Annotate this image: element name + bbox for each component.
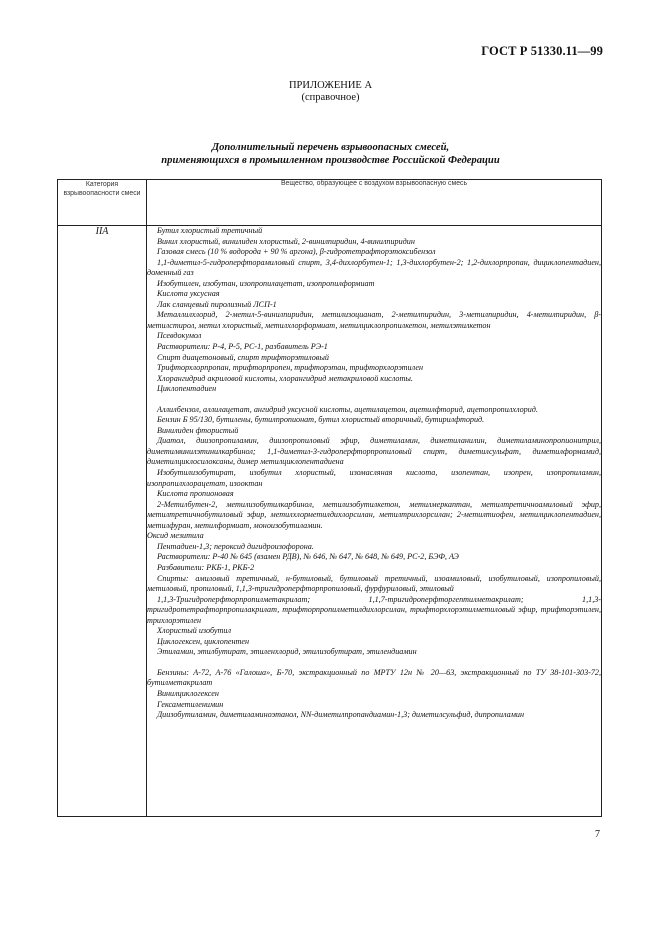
substance-line: 1,1,3-Тригидроперфторпропилметакрилат; 1,1,7-тригидроперфторгептилметакрилат; 1,1,3-тригидротетрафторпропилакрилат, трифторпропилметилдихлорсилан, трифторхлорэтилметиловый эфир, трифторэтилен, трихлорэтилен [147, 594, 601, 625]
substance-line: Винилциклогексен [157, 688, 219, 698]
substance-line: Кислота уксусная [157, 289, 220, 299]
substance-line: Газовая смесь (10 % водорода + 90 % аргона), β-гидротетрафторэтоксибензол [157, 247, 436, 257]
caption-line-2: применяющихся в промышленном производстве Российской Федерации [161, 155, 500, 166]
substance-line: Винилиден фтористый [157, 425, 239, 435]
substance-line: Металлилхлорид, 2-метил-5-винилпиридин, метилизоцианат, 2-метилпиридин, 3-метилпиридин, 4-метилпиридин, β-метилстирол, метил хлористый, метилхлорформиат, метилциклопропилкетон, метилэтилкетон [147, 310, 601, 330]
section-gap [147, 395, 601, 405]
substance-line: Трифторхлорпропан, трифторпропен, трифторэтан, трифторхлорэтилен [157, 363, 423, 373]
header-category: Категория взрывоопасности смеси [58, 180, 147, 226]
appendix-title: ПРИЛОЖЕНИЕ А [288, 80, 373, 91]
substance-line: Гексаметиленимин [157, 699, 224, 709]
table-caption [0, 141, 661, 167]
mixtures-table [57, 179, 602, 817]
substance-line: Бензин Б 95/130, бутилены, бутилпропионат, бутил хлористый вторичный, бутирилфторид. [157, 415, 485, 425]
section-gap [147, 658, 601, 668]
substance-line: Аллилбензол, аллилацетат, ангидрид уксусной кислоты, ацетилацетон, ацетилфторид, ацетопропилхлорид. [157, 404, 538, 414]
table-row [58, 226, 602, 817]
page-number: 7 [595, 829, 600, 840]
caption-line-1: Дополнительный перечень взрывоопасных смесей, [211, 142, 450, 153]
substance-line: 1,1-диметил-5-гидроперфторамиловый спирт, 3,4-дихлорбутен-1; 1,3-дихлорбутен-2; 1,2-дихлорпропан, дициклопентадиен, доменный газ [147, 257, 601, 278]
table-header-row [58, 180, 602, 226]
substance-line: Бутил хлористый третичный [157, 226, 263, 235]
substance-line: Циклопентадиен [157, 384, 217, 394]
appendix-heading [0, 80, 661, 104]
substance-line: Винил хлористый, винилиден хлористый, 2-винилпиридин, 4-винилпиридин [157, 236, 415, 246]
substance-line: Диатол, диизопропиламин, диизопропиловый эфир, диметиламин, диметиланилин, диметиламинопропионитрил, диметилвинилэтинилкарбинол; 1,1-диметил-3-гидроперфторпропиловый спирт, диметилсульфат, диметилформамид, диметилциклосилоксаны, димер метилциклопентадиена [147, 436, 601, 467]
header-substance: Вещество, образующее с воздухом взрывоопасную смесь [147, 180, 602, 226]
substance-line: Изобутилен, изобутан, изопропилацетат, изопропилформиат [157, 278, 375, 288]
substance-line: Пентадиен-1,3; пероксид дигидроизофорона. [157, 541, 314, 551]
substance-line: Этиламин, этилбутират, этиленхлорид, этилизобутират, этилендиамин [157, 647, 417, 657]
substance-line: Оксид мезитила [147, 531, 204, 541]
substance-line: Кислота пропионовая [157, 489, 234, 499]
substance-line: Псевдокумол [157, 331, 202, 341]
substance-line: Хлористый изобутил [157, 626, 232, 636]
substance-line: Диизобутиламин, диметиламиноэтанол, NN-диметилпропандиамин-1,3; диметилсульфид, дипропиламин [157, 710, 525, 720]
substance-line: Бензины: А-72, А-76 «Галоша», Б-70, экстракционный по МРТУ 12н № 20—63, экстракционный по ТУ 38-101-303-72, бутилметакрилат [147, 667, 601, 688]
substance-line: Циклогексен, циклопентен [157, 636, 250, 646]
substance-line: Лак сланцевый пиролизный ЛСП-1 [157, 299, 277, 309]
substance-line: Спирт диацетоновый, спирт трифторэтиловый [157, 352, 329, 362]
standard-number: ГОСТ Р 51330.11—99 [481, 44, 603, 58]
category-cell: IIA [58, 226, 147, 817]
substance-cell [147, 226, 602, 817]
substance-line: Растворители: Р-4, Р-5, РС-1, разбавитель РЭ-1 [157, 342, 328, 352]
appendix-note: (справочное) [301, 92, 360, 103]
substance-line: Растворители: Р-40 № 645 (взамен РДВ), № 646, № 647, № 648, № 649, РС-2, БЭФ, АЭ [157, 552, 459, 562]
substance-line: Хлорангидрид акриловой кислоты, хлорангидрид метакриловой кислоты. [157, 373, 413, 383]
substance-line: Изобутилизобутират, изобутил хлористый, изомасляная кислота, изопентан, изопрен, изопропиламин, изопропилхлорацетат, изооктан [147, 468, 601, 488]
substance-line: 2-Метилбутен-2, метилизобутилкарбинол, метилизобутилкетон, метилмеркаптан, метилтретичноамиловый эфир, метилтретичнобутиловый эфир, метилхлорметилдихлорсилан, метилтрихлорсилан; 2-метилтиофен, метилциклопентадиен, метилфуран, метилформиат, моноизобутиламин. [147, 499, 601, 530]
substance-line: Спирты: амиловый третичный, н-бутиловый, бутиловый третичный, изоамиловый, изобутиловый, изопропиловый, метиловый, пропиловый, 1,1,3-тригидроперфторпропиловый, фурфуриловый, этиловый [147, 573, 601, 594]
substance-line: Разбавители: РКБ-1, РКБ-2 [157, 562, 255, 572]
